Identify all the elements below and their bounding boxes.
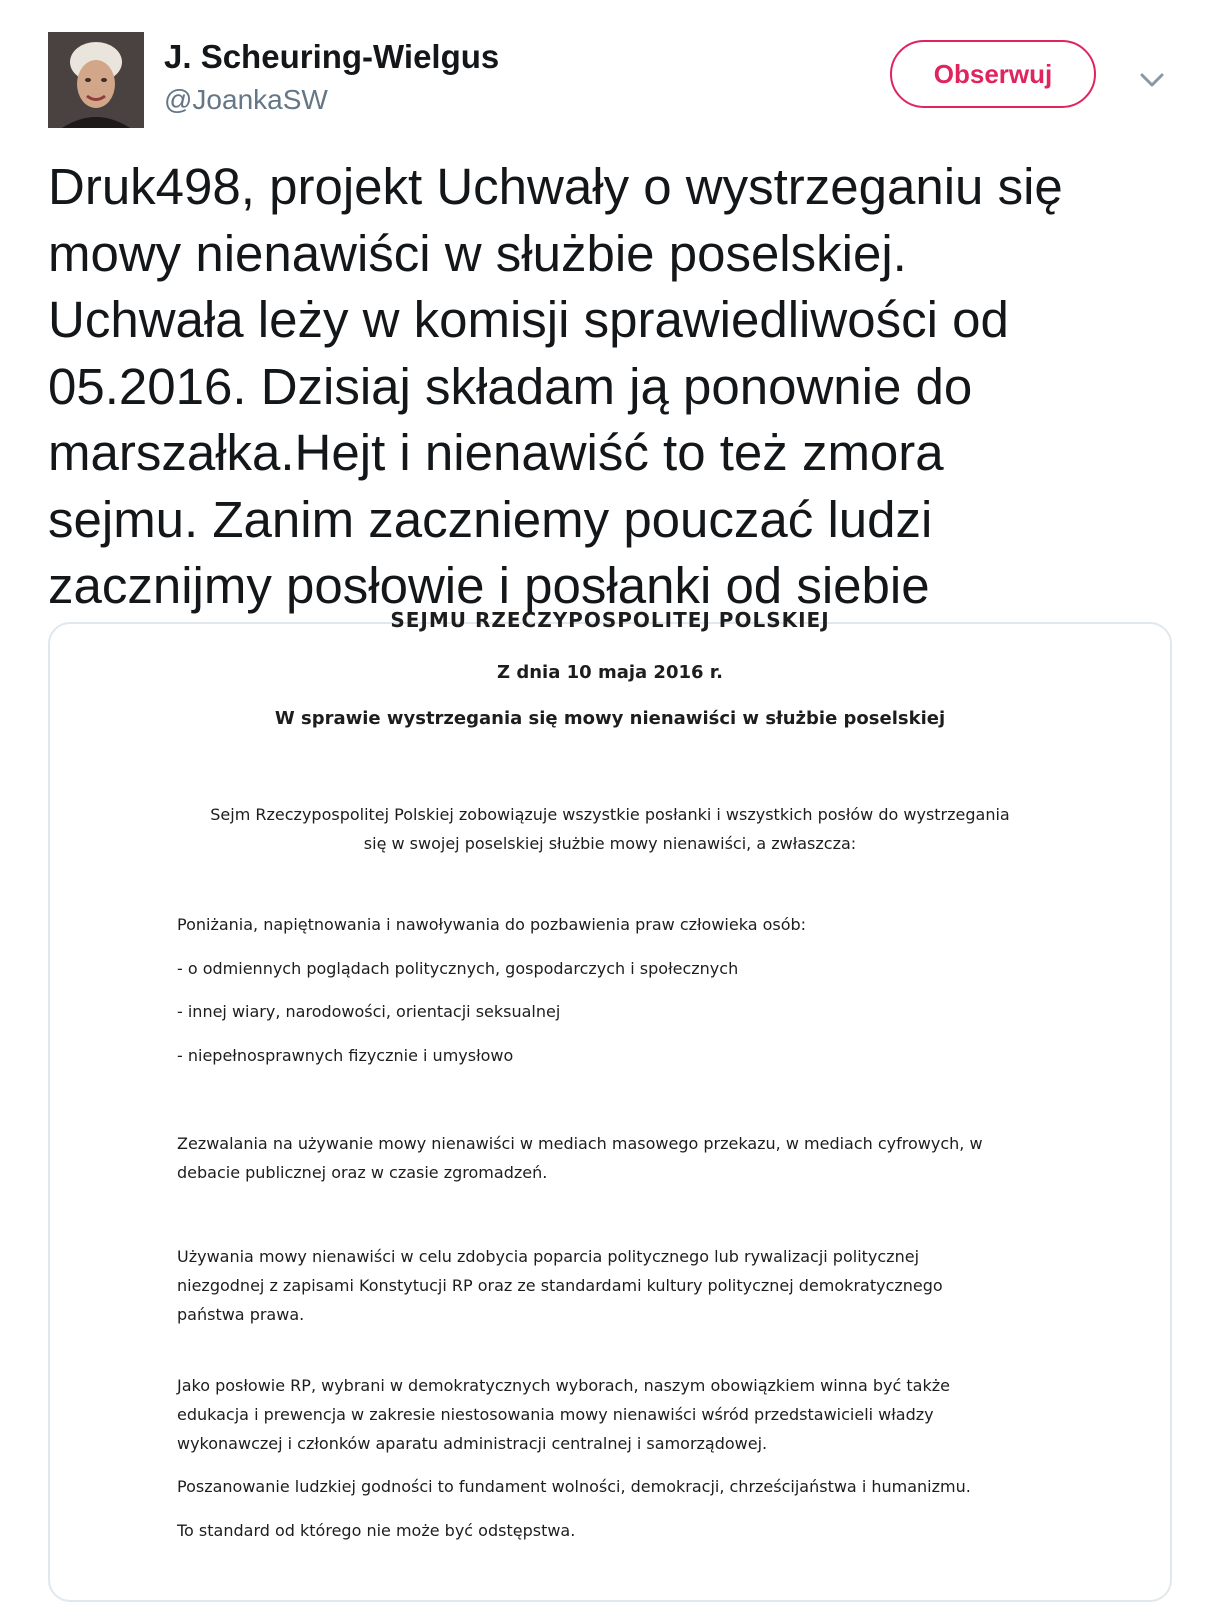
- document-date: Z dnia 10 maja 2016 r.: [497, 662, 723, 683]
- paragraph-line: debacie publicznej oraz w czasie zgromadzeń.: [177, 1163, 548, 1182]
- paragraph-line: wykonawczej i członków aparatu administracji centralnej i samorządowej.: [177, 1434, 768, 1453]
- paragraph-line: Zezwalania na używanie mowy nienawiści w mediach masowego przekazu, w mediach cyfrowych, w: [177, 1134, 983, 1153]
- tweet-line: Druk498, projekt Uchwały o wystrzeganiu się: [48, 158, 1063, 215]
- paragraph-line: niezgodnej z zapisami Konstytucji RP oraz ze standardami kultury politycznej demokratycznego: [177, 1276, 943, 1295]
- chevron-down-icon[interactable]: [1136, 66, 1168, 94]
- paragraph-line: Używania mowy nienawiści w celu zdobycia poparcia politycznego lub rywalizacji politycznej: [177, 1247, 920, 1266]
- document-intro: [50, 800, 1170, 858]
- list-heading: Poniżania, napiętnowania i nawoływania do pozbawienia praw człowieka osób:: [177, 915, 807, 934]
- paragraph-dignity: Poszanowanie ludzkiej godności to fundament wolności, demokracji, chrześcijaństwa i humanizmu.: [177, 1477, 971, 1496]
- avatar[interactable]: [48, 32, 144, 128]
- paragraph-line: edukacja i prewencja w zakresie niestosowania mowy nienawiści wśród przedstawicieli władzy: [177, 1405, 934, 1424]
- intro-line: się w swojej poselskiej służbie mowy nienawiści, a zwłaszcza:: [363, 834, 857, 853]
- tweet-line: 05.2016. Dzisiaj składam ją ponownie do: [48, 357, 973, 415]
- author-handle[interactable]: @JoankaSW: [164, 84, 328, 115]
- paragraph-standard: To standard od którego nie może być odstępstwa.: [177, 1521, 576, 1540]
- intro-line: Sejm Rzeczypospolitej Polskiej zobowiązuje wszystkie posłanki i wszystkich posłów do wystrzegania: [210, 805, 1010, 824]
- attached-image[interactable]: [48, 608, 1172, 1602]
- paragraph-media: [177, 1129, 983, 1187]
- list-item: - innej wiary, narodowości, orientacji seksualnej: [177, 1002, 561, 1021]
- document-header: SEJMU RZECZYPOSPOLITEJ POLSKIEJ: [390, 608, 830, 632]
- list-item: - o odmiennych poglądach politycznych, gospodarczych i społecznych: [177, 959, 739, 978]
- follow-button[interactable]: Obserwuj: [890, 40, 1096, 108]
- author-name[interactable]: J. Scheuring-Wielgus: [164, 38, 500, 75]
- tweet-line: Uchwała leży w komisji sprawiedliwości od: [48, 291, 1009, 348]
- tweet-line: sejmu. Zanim zaczniemy pouczać ludzi: [48, 490, 933, 548]
- paragraph-line: Jako posłowie RP, wybrani w demokratycznych wyborach, naszym obowiązkiem winna być także: [177, 1376, 950, 1395]
- document-subject: W sprawie wystrzegania się mowy nienawiści w służbie poselskiej: [274, 708, 946, 729]
- paragraph-line: państwa prawa.: [177, 1305, 305, 1324]
- tweet-line: zacznijmy posłowie i posłanki od siebie: [48, 557, 930, 614]
- paragraph-politics: [177, 1242, 943, 1329]
- list-item: - niepełnosprawnych fizycznie i umysłowo: [177, 1046, 514, 1065]
- profile-photo: [48, 32, 144, 128]
- paragraph-duty: [177, 1371, 950, 1458]
- tweet-text: [48, 154, 1188, 620]
- tweet-line: mowy nienawiści w służbie poselskiej.: [48, 224, 907, 282]
- document-scan: [50, 608, 1170, 1600]
- tweet-line: marszałka.Hejt i nienawiść to też zmora: [48, 424, 944, 481]
